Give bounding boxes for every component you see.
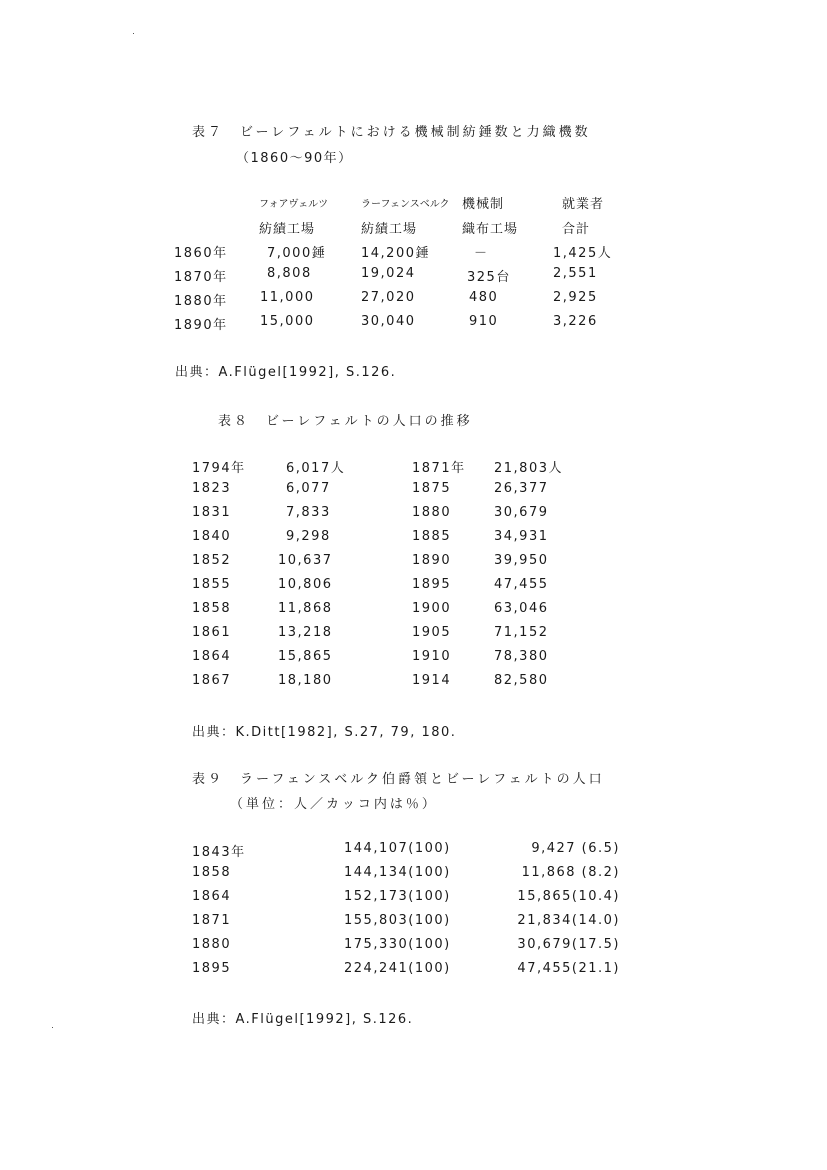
table7-cell: 1870年 [174, 270, 228, 285]
table8-cell: 1831 [192, 505, 232, 520]
table8-cell: 15,865 [278, 649, 333, 664]
table9-cell: 1858 [192, 865, 232, 880]
table9-cell: 30,679(17.5) [517, 937, 620, 952]
table7-cell: 11,000 [260, 290, 315, 305]
table8-cell: 1840 [192, 529, 232, 544]
table7-cell: － [474, 246, 489, 261]
table9-subtitle: （単位：人／カッコ内は％） [230, 797, 438, 812]
table8-cell: 1852 [192, 553, 232, 568]
table9-cell: 155,803(100) [344, 913, 451, 928]
table9-cell: 1864 [192, 889, 232, 904]
table9-cell: 175,330(100) [344, 937, 451, 952]
table8-cell: 21,803人 [494, 461, 563, 476]
table8-cell: 1895 [412, 577, 452, 592]
table8-cell: 47,455 [494, 577, 549, 592]
table7-header-col3-line1: 機械制 [462, 197, 505, 212]
table8-cell: 6,017人 [286, 461, 346, 476]
table8-cell: 71,152 [494, 625, 549, 640]
table7-cell: 8,808 [267, 266, 312, 281]
table7-header-col4-line1: 就業者 [562, 197, 605, 212]
table8-cell: 1858 [192, 601, 232, 616]
table7-cell: 2,551 [553, 266, 598, 281]
table7-title: 表７ ビーレフェルトにおける機械制紡錘数と力織機数 [192, 125, 591, 140]
table8-cell: 39,950 [494, 553, 549, 568]
table9-cell: 9,427 (6.5) [531, 841, 620, 856]
table9-cell: 144,134(100) [344, 865, 451, 880]
table9-cell: 47,455(21.1) [517, 961, 620, 976]
table8-cell: 1794年 [192, 461, 246, 476]
table8-cell: 1914 [412, 673, 452, 688]
table7-cell: 2,925 [553, 290, 598, 305]
table8-cell: 1910 [412, 649, 452, 664]
table9-source: 出典：A.Flügel[1992], S.126. [192, 1012, 414, 1027]
table7-header-col1-line1: フォアヴェルツ [259, 199, 329, 210]
table7-cell: 1890年 [174, 318, 228, 333]
table8-cell: 1890 [412, 553, 452, 568]
table9-cell: 21,834(14.0) [517, 913, 620, 928]
table8-cell: 1905 [412, 625, 452, 640]
table7-cell: 1,425人 [553, 246, 613, 261]
table8-title: 表８ ビーレフェルトの人口の推移 [218, 414, 473, 429]
table8-cell: 63,046 [494, 601, 549, 616]
table7-cell: 1860年 [174, 246, 228, 261]
table8-cell: 26,377 [494, 481, 549, 496]
table9-cell: 152,173(100) [344, 889, 451, 904]
table8-cell: 34,931 [494, 529, 549, 544]
table8-cell: 1823 [192, 481, 232, 496]
table9-cell: 1895 [192, 961, 232, 976]
table8-source: 出典：K.Ditt[1982], S.27, 79, 180. [192, 725, 457, 740]
scan-speck [52, 1027, 53, 1028]
table7-cell: 1880年 [174, 294, 228, 309]
table8-cell: 6,077 [286, 481, 331, 496]
table7-header-col2-line2: 紡績工場 [361, 222, 418, 237]
table9-cell: 224,241(100) [344, 961, 451, 976]
table7-cell: 910 [469, 314, 499, 329]
table7-cell: 14,200錘 [361, 246, 430, 261]
table9-title: 表９ ラーフェンスベルク伯爵領とビーレフェルトの人口 [192, 772, 605, 787]
table8-cell: 1861 [192, 625, 232, 640]
table9-cell: 1843年 [192, 845, 246, 860]
table8-cell: 1885 [412, 529, 452, 544]
table8-cell: 82,580 [494, 673, 549, 688]
table7-header-col2-line1: ラーフェンスベルク [361, 199, 450, 210]
table9-cell: 1880 [192, 937, 232, 952]
table8-cell: 9,298 [286, 529, 331, 544]
table8-cell: 13,218 [278, 625, 333, 640]
table9-cell: 144,107(100) [344, 841, 451, 856]
table8-cell: 30,679 [494, 505, 549, 520]
table9-cell: 1871 [192, 913, 232, 928]
table7-header-col4-line2: 合計 [562, 222, 591, 237]
table7-cell: 15,000 [260, 314, 315, 329]
table7-cell: 30,040 [361, 314, 416, 329]
table8-cell: 78,380 [494, 649, 549, 664]
table8-cell: 1855 [192, 577, 232, 592]
table8-cell: 7,833 [286, 505, 331, 520]
table7-header-col3-line2: 織布工場 [462, 222, 519, 237]
table9-cell: 11,868 (8.2) [521, 865, 620, 880]
table8-cell: 1867 [192, 673, 232, 688]
table7-cell: 480 [469, 290, 499, 305]
table7-source: 出典：A.Flügel[1992], S.126. [175, 365, 397, 380]
table7-cell: 27,020 [361, 290, 416, 305]
table7-cell: 325台 [467, 270, 511, 285]
table8-cell: 1871年 [412, 461, 466, 476]
table8-cell: 1900 [412, 601, 452, 616]
table7-cell: 3,226 [553, 314, 598, 329]
table7-cell: 7,000錘 [267, 246, 327, 261]
table7-subtitle: （1860～90年） [236, 151, 353, 166]
table8-cell: 1864 [192, 649, 232, 664]
table7-header-col1-line2: 紡績工場 [259, 222, 316, 237]
table8-cell: 10,806 [278, 577, 333, 592]
table8-cell: 1875 [412, 481, 452, 496]
table8-cell: 10,637 [278, 553, 333, 568]
table8-cell: 18,180 [278, 673, 333, 688]
scan-speck [133, 33, 134, 34]
table9-cell: 15,865(10.4) [517, 889, 620, 904]
table8-cell: 11,868 [278, 601, 333, 616]
table7-cell: 19,024 [361, 266, 416, 281]
table8-cell: 1880 [412, 505, 452, 520]
